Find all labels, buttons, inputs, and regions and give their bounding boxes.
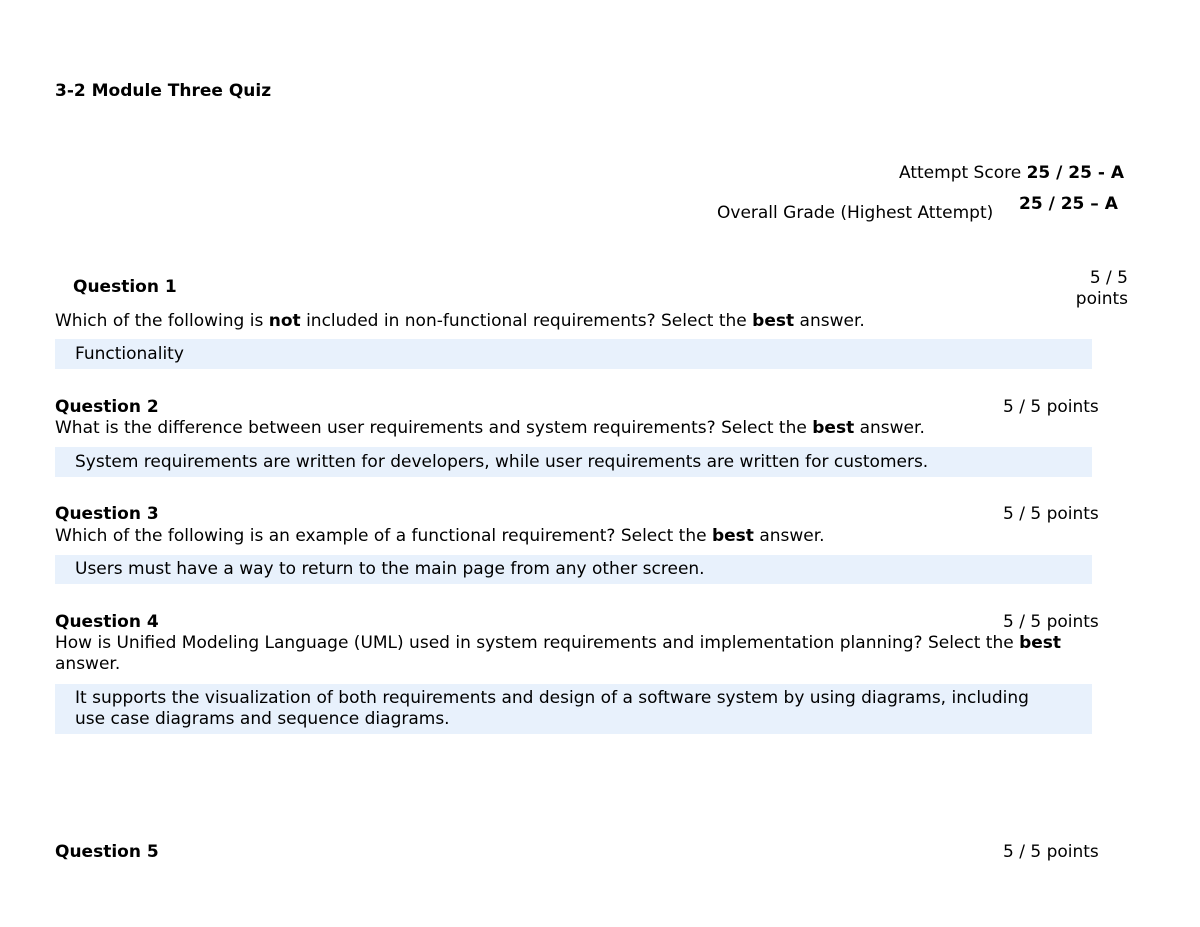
- question-2-text: [55, 418, 925, 439]
- overall-grade-label: Overall Grade (Highest Attempt): [717, 203, 994, 223]
- question-4-answer-text: It supports the visualization of both requirements and design of a software system by using diagrams, including use case diagrams and sequence diagrams.: [75, 688, 1029, 729]
- question-4-answer: [55, 684, 1092, 734]
- overall-grade: [717, 194, 1137, 236]
- question-4-points: 5 / 5 points: [1003, 612, 1099, 632]
- question-3-points: 5 / 5 points: [1003, 504, 1099, 524]
- overall-grade-value: 25 / 25 – A: [1019, 194, 1118, 214]
- question-4-text-part: answer.: [55, 654, 121, 674]
- page-title: 3-2 Module Three Quiz: [55, 81, 272, 101]
- question-1-text-part: Which of the following is: [55, 311, 269, 331]
- question-1-heading: Question 1: [73, 277, 177, 297]
- question-1-text-emphasis: best: [752, 311, 795, 331]
- question-5-heading: Question 5: [55, 842, 159, 862]
- question-3-text-part: answer.: [753, 526, 825, 546]
- question-1-answer: [55, 339, 1092, 369]
- question-3-heading: Question 3: [55, 504, 159, 524]
- question-1-answer-text: Functionality: [75, 344, 184, 364]
- question-2-answer: [55, 447, 1092, 477]
- question-1-text-part: answer.: [794, 311, 865, 331]
- question-1-text: [55, 311, 865, 332]
- question-2-answer-text: System requirements are written for developers, while user requirements are written for customers.: [75, 452, 929, 472]
- attempt-score-label: Attempt Score: [899, 163, 1022, 183]
- question-3-text-emphasis: best: [711, 526, 754, 546]
- attempt-score-value: 25 / 25 - A: [1026, 163, 1124, 183]
- question-4-text-emphasis: best: [1019, 633, 1062, 653]
- question-3-text: [55, 526, 825, 547]
- question-1-text-emphasis: not: [268, 311, 301, 331]
- question-4-text: [55, 633, 1085, 675]
- question-2-text-part: What is the difference between user requirements and system requirements? Select the: [55, 418, 813, 438]
- attempt-score: [899, 163, 1124, 184]
- question-5-points: 5 / 5 points: [1003, 842, 1099, 862]
- question-1-points: 5 / 5 points: [1075, 268, 1128, 309]
- question-2-text-emphasis: best: [812, 418, 855, 438]
- question-4-text-part: How is Unified Modeling Language (UML) used in system requirements and implementation planning? Select the: [55, 633, 1020, 653]
- question-2-points: 5 / 5 points: [1003, 397, 1099, 417]
- question-2-heading: Question 2: [55, 397, 159, 417]
- question-3-answer: [55, 555, 1092, 584]
- question-4-heading: Question 4: [55, 612, 159, 632]
- question-3-text-part: Which of the following is an example of a functional requirement? Select the: [55, 526, 712, 546]
- question-2-text-part: answer.: [854, 418, 925, 438]
- question-3-answer-text: Users must have a way to return to the main page from any other screen.: [75, 559, 705, 579]
- question-1-text-part: included in non-functional requirements? Select the: [300, 311, 753, 331]
